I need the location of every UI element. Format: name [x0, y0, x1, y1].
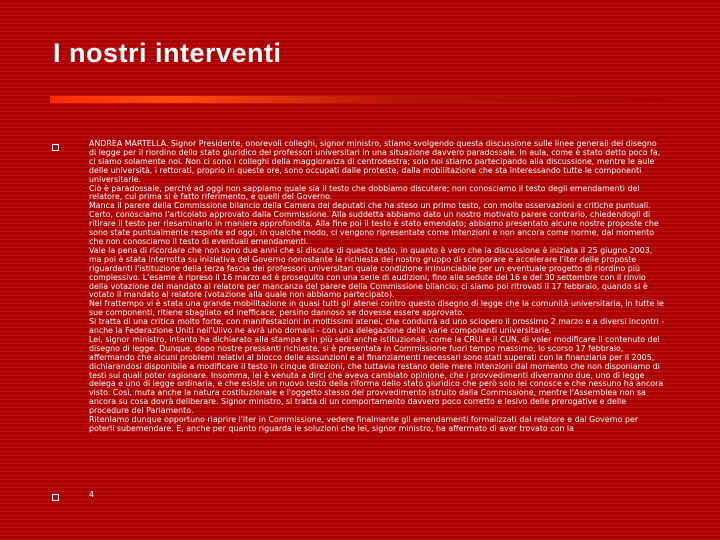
bullet-square-icon	[52, 494, 59, 501]
bullet-square-icon	[52, 144, 59, 151]
page-number: 4	[89, 490, 95, 499]
speech-transcript-text: ANDREA MARTELLA. Signor Presidente, onorevoli colleghi, signor ministro, stiamo svolgendo questa discussione sulle linee generali del disegno di legge per il riordino dello stato giuridico dei professori universitari in una situazione davvero paradossale. In aula, come è stato detto poco fa, ci siamo solamente noi. Non ci sono i colleghi della maggioranza di centrodestra; solo noi stiamo partecipando alla discussione, mentre le aule delle università, i rettorati, proprio in queste ore, sono occupati dalle proteste, dalla mobilitazione che sta interessando tutte le componenti universitarie. Ciò è paradossale, perché ad oggi non sappiamo quale sia il testo che dobbiamo discutere; non conosciamo il testo degli emendamenti del relatore, cui prima si è fatto riferimento, e quelli del Governo. Manca il parere della Commissione bilancio della Camera dei deputati che ha steso un primo testo, con molte osservazioni e critiche puntuali. Certo, conosciamo l'articolato approvato dalla Commissione. Alla suddetta abbiamo dato un nostro motivato parere contrario, chiedendogli di ritirare il testo per riesaminarlo in maniera approfondita. Alla fine poi il testo è stato emendato; abbiamo presentato alcune nostre proposte che sono state puntualmente respinte ed oggi, in qualche modo, ci vengono ripresentate come intenzioni e non ancora come norme, dal momento che non conosciamo il testo di eventuali emendamenti. Vale la pena di ricordare che non sono due anni che si discute di questo testo, in quanto è vero che la discussione è iniziata il 25 giugno 2003, ma poi è stata interrotta su iniziativa del Governo nonostante la richiesta del nostro gruppo di scorporare e accelerare l'iter delle proposte riguardanti l'istituzione della terza fascia dei professori universitari quale condizione irrinunciabile per un eventuale progetto di riordino più complessivo. L'esame è ripreso il 16 marzo ed è proseguito con una serie di audizioni, fino alle sedute del 16 e del 30 settembre con il rinvio della votazione del mandato al relatore per mancanza del parere della Commissione bilancio; ci siamo poi ritrovati il 17 febbraio, quando si è votato il mandato al relatore (votazione alla quale non abbiamo partecipato). Nel frattempo vi è stata una grande mobilitazione in quasi tutti gli atenei contro questo disegno di legge che la comunità universitaria, in tutte le sue componenti, ritiene sbagliato ed inefficace, persino dannoso se dovesse essere approvato. Si tratta di una critica molto forte, con manifestazioni in moltissimi atenei, che condurrà ad uno sciopero il prossimo 2 marzo e a diversi incontri - anche la Federazione Uniti nell'Ulivo ne avrà uno domani - con una delegazione delle varie componenti universitarie. Lei, signor ministro, intanto ha dichiarato alla stampa e in più sedi anche istituzionali, come la CRUI e il CUN, di voler modificare il contenuto del disegno di legge. Dunque, dopo nostre pressanti richieste, si è presentata in Commissione fuori tempo massimo, lo scorso 17 febbraio, affermando che alcuni problemi relativi al blocco delle assunzioni e al finanziamenti necessari sono stati superati con la finanziaria per il 2005, dichiarandosi disponibile a modificare il testo in cinque direzioni, che tuttavia restano delle mere intenzioni dal momento che non disponiamo di testi sui quali poter ragionare. Insomma, lei è venuta a dirci che aveva cambiato opinione, che i provvedimenti diverranno due, uno di legge delega e uno di legge ordinaria, e che esiste un nuovo testo della riforma dello stato giuridico che però solo lei conosce e che nessuno ha ancora visto. Così, muta anche la natura costituzionale e l'oggetto stesso del provvedimento istruito dalla Commissione, mentre l'Assemblea non sa ancora su cosa dovrà deliberare. Signor ministro, si tratta di un comportamento davvero poco corretto e lesivo delle prerogative e delle procedure del Parlamento. Ritenlamo dunque opportuno riaprire l'iter in Commissione, vedere finalmente gli emendamenti formalizzati dal relatore e dal Governo per poterli subemendare. E, anche per quanto riguarda le soluzioni che lei, signor ministro, ha affermato di aver trovato con la	[89, 139, 665, 433]
slide-title: I nostri interventi	[53, 38, 282, 68]
title-underline	[50, 96, 668, 103]
